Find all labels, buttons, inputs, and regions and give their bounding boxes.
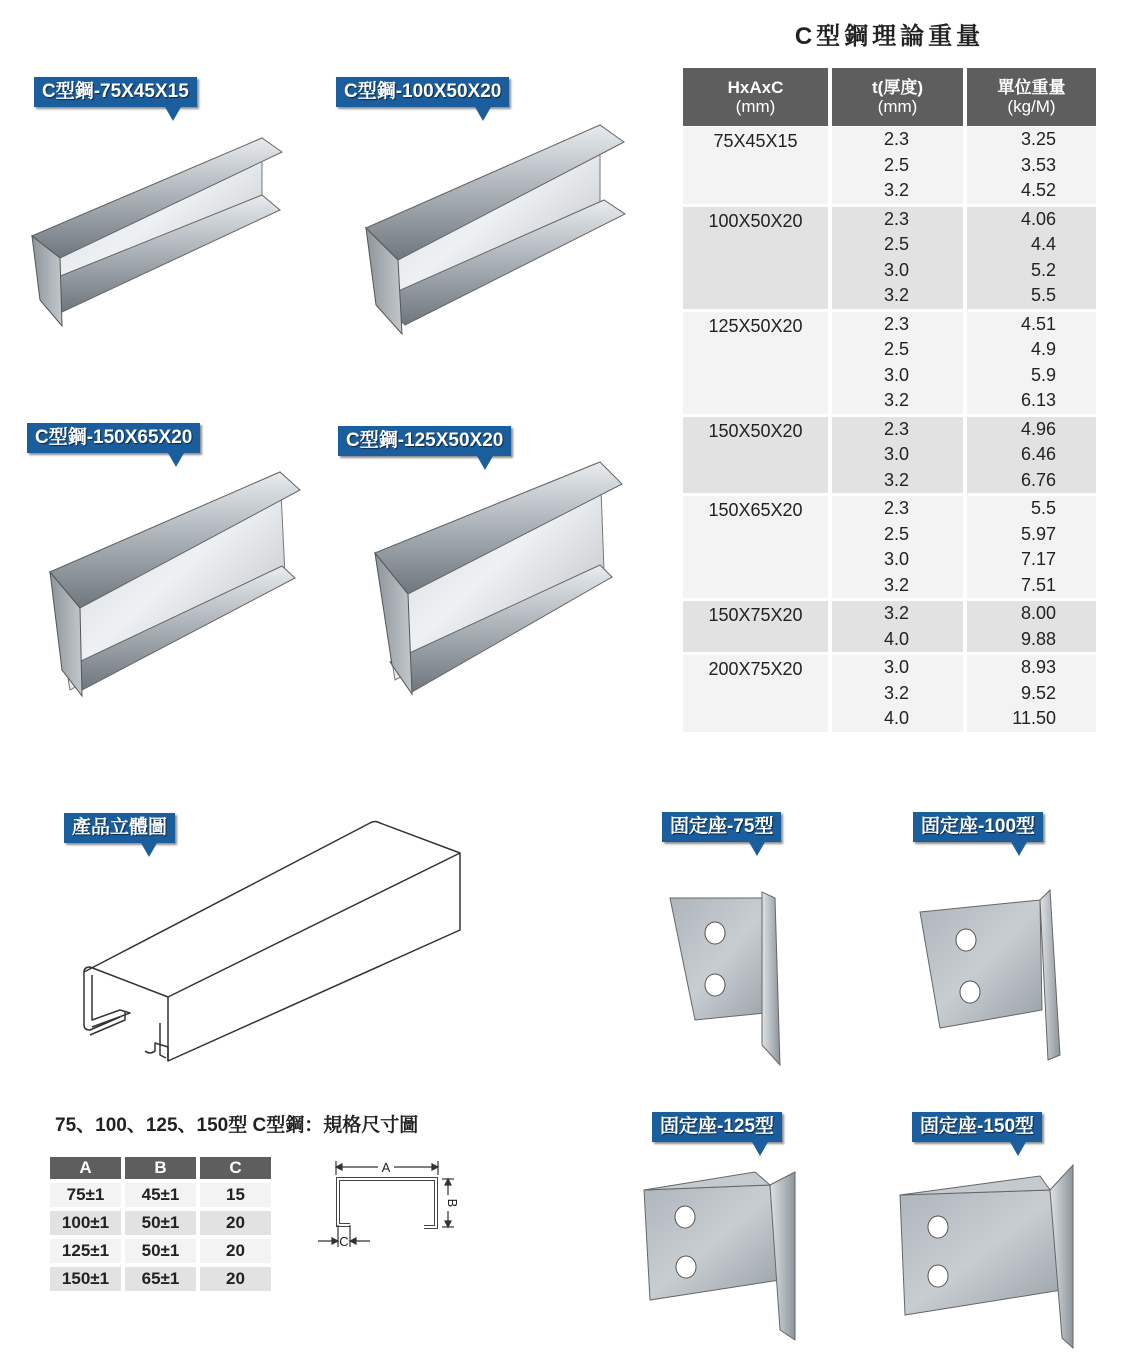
spec-cell: 150±1 — [50, 1267, 121, 1291]
weight-cell: 5.97 — [1020, 523, 1056, 544]
thickness-cell: 2.5 — [884, 523, 910, 544]
weight-group — [683, 414, 1096, 494]
weight-group — [683, 652, 1096, 732]
channel-75x45x15-photo — [32, 138, 282, 326]
header-weight — [967, 68, 1096, 126]
thickness-cell: 3.2 — [884, 180, 910, 200]
weight-column — [967, 127, 1096, 204]
spec-cell: 125±1 — [50, 1239, 121, 1263]
weight-group — [683, 204, 1096, 309]
weight-cell: 11.50 — [1012, 708, 1056, 728]
weight-column — [967, 312, 1096, 414]
channel-100x50x20-photo — [366, 125, 625, 334]
thickness-cell: 2.5 — [884, 339, 910, 359]
weight-cell: 7.51 — [1020, 574, 1056, 595]
weight-group — [683, 309, 1096, 414]
spec-cell: 50±1 — [125, 1211, 196, 1235]
label-channel-125: C型鋼-125X50X20 — [338, 426, 511, 456]
weight-cell: 6.13 — [1020, 390, 1056, 410]
size-cell: 150X50X20 — [683, 417, 828, 494]
thickness-cell: 2.3 — [884, 498, 910, 518]
thickness-cell: 2.5 — [884, 234, 910, 254]
spec-col-c: C — [200, 1157, 271, 1179]
thickness-cell: 2.3 — [884, 208, 910, 229]
size-cell: 150X65X20 — [683, 496, 828, 598]
bracket-photos — [630, 860, 1110, 1360]
label-bracket-150: 固定座-150型 — [912, 1112, 1042, 1142]
product-photos — [0, 0, 680, 720]
header-weight-unit: (kg/M) — [1007, 97, 1056, 116]
spec-cell: 20 — [200, 1239, 271, 1263]
weight-column — [967, 655, 1096, 732]
spec-heading: 75、100、125、150型 C型鋼：規格尺寸圖 — [55, 1115, 419, 1136]
weight-column — [967, 207, 1096, 309]
weight-cell: 8.93 — [1020, 657, 1056, 677]
spec-cell: 20 — [200, 1267, 271, 1291]
spec-col-b: B — [125, 1157, 196, 1179]
weight-table-title: C型鋼理論重量 — [794, 23, 985, 50]
spec-table — [50, 1157, 275, 1295]
thickness-column — [832, 127, 963, 204]
weight-cell: 4.52 — [1020, 180, 1056, 200]
thickness-cell: 3.2 — [884, 603, 910, 623]
thickness-column — [832, 417, 963, 494]
dim-label-a: A — [381, 1160, 391, 1175]
thickness-column — [832, 601, 963, 652]
thickness-cell: 2.3 — [884, 129, 910, 149]
weight-cell: 5.2 — [1030, 259, 1056, 280]
spec-table-header — [50, 1157, 275, 1179]
spec-cell: 75±1 — [50, 1183, 121, 1207]
thickness-cell: 2.3 — [884, 418, 910, 439]
label-channel-150: C型鋼-150X65X20 — [27, 423, 200, 453]
thickness-column — [832, 207, 963, 309]
weight-cell: 3.25 — [1020, 129, 1056, 149]
thickness-cell: 2.5 — [884, 154, 910, 175]
thickness-column — [832, 655, 963, 732]
weight-cell: 7.17 — [1020, 549, 1056, 569]
label-channel-75: C型鋼-75X45X15 — [34, 77, 197, 107]
weight-cell: 6.76 — [1020, 469, 1056, 490]
weight-cell: 4.96 — [1020, 418, 1056, 439]
weight-column — [967, 417, 1096, 494]
header-size-unit: (mm) — [735, 97, 776, 116]
weight-cell: 6.46 — [1020, 444, 1056, 464]
label-channel-100: C型鋼-100X50X20 — [336, 77, 509, 107]
thickness-cell: 3.2 — [884, 469, 910, 490]
bracket-75-photo — [670, 892, 780, 1065]
thickness-column — [832, 312, 963, 414]
thickness-column — [832, 496, 963, 598]
spec-cell: 20 — [200, 1211, 271, 1235]
thickness-cell: 4.0 — [884, 708, 910, 728]
channel-150x65x20-photo — [50, 472, 300, 696]
channel-125x50x20-photo — [375, 462, 622, 694]
weight-group — [683, 493, 1096, 598]
weight-cell: 5.9 — [1030, 364, 1056, 385]
spec-cell: 50±1 — [125, 1239, 196, 1263]
bracket-150-photo — [900, 1165, 1073, 1348]
weight-cell: 4.06 — [1020, 208, 1056, 229]
header-thickness-unit: (mm) — [877, 97, 918, 116]
label-bracket-125: 固定座-125型 — [652, 1112, 782, 1142]
label-perspective: 產品立體圖 — [64, 813, 175, 843]
bracket-125-photo — [644, 1172, 795, 1340]
header-size — [683, 68, 828, 126]
dim-label-c: C — [339, 1234, 349, 1249]
header-weight-main: 單位重量 — [997, 78, 1066, 97]
weight-cell: 4.4 — [1030, 234, 1056, 254]
spec-cell: 65±1 — [125, 1267, 196, 1291]
size-cell: 75X45X15 — [683, 127, 828, 204]
weight-cell: 8.00 — [1020, 603, 1056, 623]
weight-group — [683, 598, 1096, 652]
weight-cell: 9.88 — [1020, 628, 1056, 649]
weight-cell: 9.52 — [1020, 682, 1056, 703]
weight-cell: 4.9 — [1030, 339, 1056, 359]
thickness-cell: 3.0 — [884, 259, 910, 280]
spec-cell: 45±1 — [125, 1183, 196, 1207]
thickness-cell: 3.0 — [884, 364, 910, 385]
thickness-cell: 3.2 — [884, 574, 910, 595]
label-bracket-100: 固定座-100型 — [913, 812, 1043, 842]
spec-row — [50, 1183, 275, 1207]
size-cell: 150X75X20 — [683, 601, 828, 652]
weight-cell: 3.53 — [1020, 154, 1056, 175]
size-cell: 100X50X20 — [683, 207, 828, 309]
weight-cell: 5.5 — [1030, 285, 1056, 305]
weight-column — [967, 496, 1096, 598]
weight-cell: 5.5 — [1030, 498, 1056, 518]
perspective-drawing — [70, 815, 470, 1080]
thickness-cell: 3.0 — [884, 444, 910, 464]
spec-row — [50, 1211, 275, 1235]
header-thickness — [832, 68, 963, 126]
spec-row — [50, 1239, 275, 1263]
weight-column — [967, 601, 1096, 652]
label-bracket-75: 固定座-75型 — [662, 812, 781, 842]
thickness-cell: 4.0 — [884, 628, 910, 649]
thickness-cell: 3.0 — [884, 657, 910, 677]
dimension-diagram — [310, 1155, 470, 1255]
spec-col-a: A — [50, 1157, 121, 1179]
dim-label-b: B — [445, 1198, 460, 1208]
weight-group — [683, 126, 1096, 204]
spec-row — [50, 1267, 275, 1291]
spec-cell: 100±1 — [50, 1211, 121, 1235]
weight-table-header — [683, 68, 1096, 126]
thickness-cell: 3.2 — [884, 682, 910, 703]
header-thickness-main: t(厚度) — [872, 78, 923, 97]
thickness-cell: 2.3 — [884, 313, 910, 334]
thickness-cell: 3.0 — [884, 549, 910, 569]
thickness-cell: 3.2 — [884, 390, 910, 410]
size-cell: 125X50X20 — [683, 312, 828, 414]
spec-cell: 15 — [200, 1183, 271, 1207]
thickness-cell: 3.2 — [884, 285, 910, 305]
weight-cell: 4.51 — [1020, 313, 1056, 334]
header-size-main: HxAxC — [727, 78, 784, 97]
size-cell: 200X75X20 — [683, 655, 828, 732]
weight-table — [683, 68, 1096, 732]
bracket-100-photo — [920, 890, 1060, 1060]
